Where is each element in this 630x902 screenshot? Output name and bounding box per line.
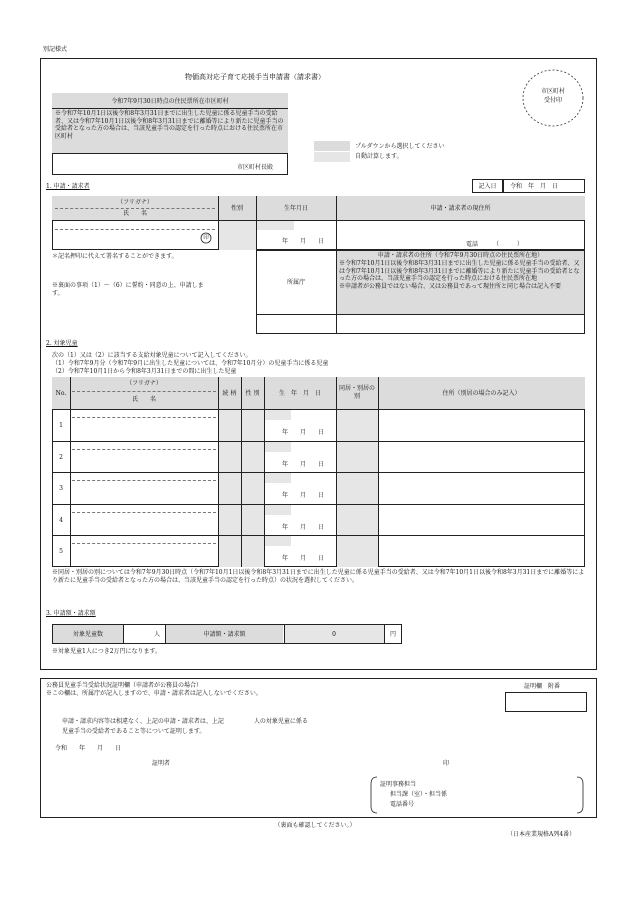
- col-cohab: 同居・別居の別: [338, 385, 375, 400]
- certificate-number-field[interactable]: [505, 692, 587, 712]
- divider: [72, 543, 216, 544]
- section3-title: 3. 申請額・請求額: [46, 610, 96, 617]
- table-row: [52, 441, 585, 472]
- divider: [72, 391, 216, 392]
- certificate-title: 公務員児童手当受給状況証明欄（申請者が公務員の場合）: [46, 682, 203, 689]
- row-number: 1: [59, 422, 63, 429]
- amount-label: 申請額・請求額: [203, 631, 246, 638]
- applicant-address-label: 申請・請求者の現住所: [430, 205, 491, 212]
- office-line1: 証明事務担当: [380, 781, 417, 788]
- certificate-note: ※この欄は、所属庁が記入しますので、申請・請求者は記入しないでください。: [46, 690, 262, 697]
- certificate-body2: 児童手当の受給者であること等について証明します。: [62, 728, 206, 735]
- gender-select[interactable]: [218, 220, 256, 250]
- row-dob: 年 月 日: [282, 461, 325, 468]
- amount-value: 0: [332, 631, 336, 638]
- divider: [52, 153, 288, 154]
- applicant-phone: 電話 （ ）: [466, 241, 524, 248]
- divider: [72, 449, 216, 450]
- col-furigana: （フリガナ）: [126, 380, 162, 387]
- office-line2: 担当課（室）・担当係: [390, 791, 448, 798]
- row-dob: 年 月 日: [282, 524, 325, 531]
- table-row: [52, 472, 585, 504]
- divider: [55, 208, 215, 209]
- amount-note: ※対象児童1人につき2万円になります。: [52, 648, 162, 655]
- entry-date-value: 令和 年 月 日: [510, 183, 559, 190]
- certificate-date: 令和 年 月 日: [55, 745, 122, 752]
- certificate-body1: 申請・請求内容等は相違なく、上記の申請・請求者は、上記 人の対象児童に係る: [62, 718, 308, 725]
- section1-title: 1. 申請・請求者: [46, 183, 90, 190]
- applicant-furigana-label: （フリガナ）: [117, 199, 153, 206]
- form-label: 別記様式: [43, 46, 68, 53]
- applicant-address-input[interactable]: [338, 222, 583, 248]
- table-row: [52, 409, 585, 441]
- legend-pulldown: プルダウンから選択してください: [355, 143, 445, 150]
- seal-label: 印: [203, 235, 209, 241]
- count-label: 対象児童数: [72, 631, 103, 638]
- count-input[interactable]: [124, 625, 154, 643]
- row-number: 4: [59, 517, 63, 524]
- affiliation-input[interactable]: [257, 315, 335, 333]
- mayor-address: 市区町村長殿: [237, 164, 274, 171]
- table-row: [52, 504, 585, 535]
- col-address: 住所（別居の場合のみ記入）: [442, 390, 521, 397]
- office-line3: 電話番号: [390, 801, 415, 808]
- municipality-note: ※令和7年10月1日以後令和8年3月31日までに出生した児童に係る児童手当の受給者、又は令和7年10月1日以後令和8年3月31日までに離婚等により新たに児童手当の受給者となった方の場合は、当該児童手当の認定を行った時点における住民票所在市区町村: [55, 110, 284, 140]
- applicant-name-label: 氏 名: [122, 210, 147, 217]
- col-no: No.: [55, 390, 67, 397]
- dob-era-select[interactable]: [256, 220, 294, 230]
- divider: [52, 108, 288, 109]
- applicant-dob-label: 生年月日: [283, 205, 308, 212]
- pledge-note: ※裏面の事項（1）～（6）に誓約・同意の上、申請します。: [52, 282, 204, 297]
- dob-era-select[interactable]: [265, 442, 291, 452]
- sign-note: ＊記名押印に代えて署名することができます。: [52, 253, 178, 260]
- municipality-header: 令和7年9月30日時点の住民票所在市区町村: [111, 98, 229, 105]
- count-unit: 人: [154, 631, 161, 638]
- dob-era-select[interactable]: [265, 536, 291, 546]
- row-number: 3: [59, 485, 63, 492]
- row-dob: 年 月 日: [282, 492, 325, 499]
- col-gender: 性 別: [245, 390, 260, 397]
- col-relation: 続 柄: [222, 390, 237, 397]
- section2-intro: 次の（1）又は（2）に該当する支給対象児童について記入してください。: [52, 352, 252, 359]
- applicant-gender-label: 性別: [230, 205, 243, 212]
- certificate-seal: 印: [443, 760, 450, 767]
- footer-back-note: （裏面も確認してください。）: [274, 822, 356, 829]
- table-row: [52, 535, 585, 567]
- page-title: 物価高対応子育て応援手当申請書（請求書）: [185, 73, 325, 81]
- col-dob: 生 年 月 日: [278, 390, 321, 397]
- section2-title: 2. 対象児童: [46, 340, 78, 347]
- divider: [72, 480, 216, 481]
- affiliation-label: 所属庁: [286, 279, 305, 286]
- row-number: 2: [59, 454, 63, 461]
- footer-standard: （日本産業規格A列4番）: [507, 831, 576, 838]
- col-name: 氏 名: [131, 396, 156, 403]
- row-number: 5: [59, 548, 63, 555]
- row-dob: 年 月 日: [282, 429, 325, 436]
- dob-era-select[interactable]: [265, 473, 291, 483]
- bracket-close: [576, 776, 584, 814]
- divider: [52, 220, 585, 221]
- certificate-certifier: 証明者: [152, 760, 171, 767]
- residence-input[interactable]: [337, 315, 584, 333]
- amount-unit: 円: [389, 631, 396, 638]
- cohab-footnote: ※同居・別居の別については令和7年9月30日時点（令和7年10月1日以後令和8年3月31日までに出生した児童に係る児童手当の受給者、又は令和7年10月1日以後令和8年3月31日までに離婚等により新たに児童手当の受給者となった方の場合は、当該児童手当の認定を行った時点）の状況を選択してください。: [52, 569, 585, 584]
- applicant-name-input[interactable]: [55, 222, 215, 248]
- legend-auto: 自動計算します。: [355, 153, 403, 160]
- dob-era-select[interactable]: [265, 505, 291, 515]
- residence-header: 申請・請求者の住所（令和7年9月30日時点の住民票所在地）: [377, 252, 544, 259]
- legend-pulldown-swatch: [314, 141, 350, 151]
- divider: [72, 512, 216, 513]
- applicant-dob-value: 年 月 日: [282, 238, 325, 245]
- legend-auto-swatch: [314, 152, 350, 162]
- entry-date-label: 記入日: [478, 183, 497, 190]
- stamp-line2: 受付印: [543, 97, 562, 104]
- residence-note: ※令和7年10月1日以後令和8年3月31日までに出生した児童に係る児童手当の受給者、又は令和7年10月1日以後令和8年3月31日までに離婚等により新たに児童手当の受給者となった方の場合は、当該児童手当の認定を行った時点における住民票所在地 ※申請者が公務員ではない場合、又は公務員であって現住所と同じ場合は記入不要: [339, 260, 580, 290]
- section2-item2: （2）令和7年10月1日から令和8年3月31日までの間に出生した児童: [52, 368, 237, 375]
- stamp-line1: 市区町村: [540, 88, 565, 95]
- divider: [72, 417, 216, 418]
- bracket-open: [370, 776, 378, 814]
- section2-item1: （1）令和7年9月分（令和7年9月に出生した児童については、令和7年10月分）の児童手当に係る児童: [52, 360, 329, 367]
- certificate-box-label: 証明欄 附番: [524, 683, 561, 690]
- dob-era-select[interactable]: [265, 410, 291, 420]
- row-dob: 年 月 日: [282, 555, 325, 562]
